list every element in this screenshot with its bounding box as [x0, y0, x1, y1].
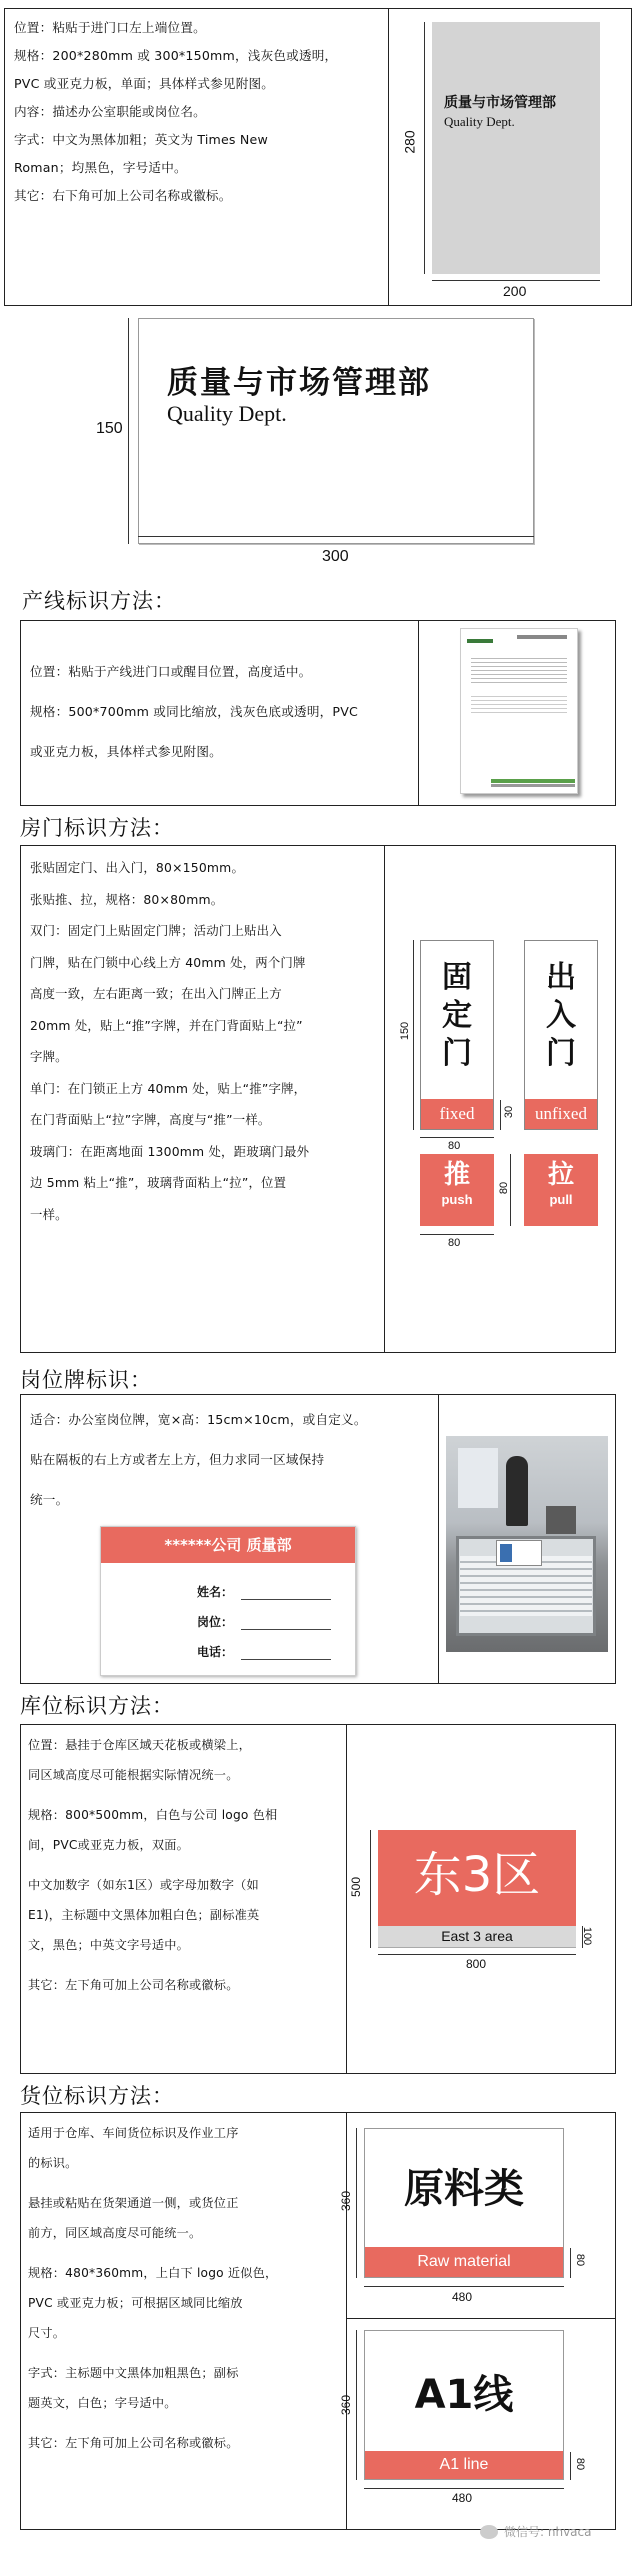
dim-line [364, 2286, 564, 2287]
fixed-char: 门 [442, 1036, 472, 1071]
push-sign [420, 1154, 494, 1226]
dim-label: 480 [452, 2290, 473, 2304]
warehouse-text [28, 1730, 344, 2000]
dim-line [356, 2128, 357, 2278]
cargo-sign-raw-cn: 原料类 [404, 2166, 524, 2212]
dim-line [420, 1137, 494, 1138]
dim-label: 150 [399, 1021, 412, 1041]
fixed-door-sign [420, 940, 494, 1130]
dim-line [356, 2330, 357, 2480]
cargo-sign-raw-en: Raw material [365, 2247, 563, 2277]
office-line: 位置：粘贴于进门口左上端位置。 [14, 20, 206, 35]
warehouse-line: 位置：悬挂于仓库区域天花板或横梁上， [28, 1738, 251, 1752]
warehouse-line: 中文加数字（如东1区）或字母加数字（如 [28, 1878, 259, 1892]
dim-label: 480 [452, 2491, 473, 2505]
post-line: 适合：办公室岗位牌，宽×高：15cm×10cm，或自定义。 [30, 1412, 367, 1427]
fixed-char: 固 [442, 960, 472, 995]
dim-line [413, 940, 414, 1130]
exit-en: unfixed [525, 1099, 597, 1129]
cargo-line: 规格：480*360mm，上白下 logo 近似色， [28, 2266, 278, 2280]
office-line: PVC 或亚克力板，单面；具体样式参见附图。 [14, 76, 275, 91]
line-section-heading: 产线标识方法： [22, 589, 176, 613]
cargo-line: 前方，同区域高度尽可能统一。 [28, 2226, 202, 2240]
photo-window [458, 1448, 498, 1508]
post-card [100, 1526, 356, 1676]
warehouse-sign-cn: 东3区 [413, 1847, 541, 1903]
dim-label: 280 [401, 130, 418, 154]
dim-label: 360 [339, 2394, 354, 2416]
door-line: 字牌。 [30, 1049, 68, 1064]
door-line: 高度一致，左右距离一致；在出入门牌正上方 [30, 986, 282, 1001]
warehouse-line: 规格：800*500mm，白色与公司 logo 色相 [28, 1808, 278, 1822]
post-line: 统一。 [30, 1492, 69, 1507]
post-divider [438, 1394, 439, 1684]
warehouse-line: 同区域高度尽可能根据实际情况统一。 [28, 1768, 239, 1782]
dim-label: 300 [322, 548, 349, 565]
door-line: 在门背面贴上“拉”字牌，高度与“推”一样。 [30, 1112, 271, 1127]
line-line: 规格：500*700mm 或同比缩放，浅灰色底或透明，PVC [30, 704, 359, 719]
exit-char: 门 [546, 1036, 576, 1071]
post-phone-line [241, 1659, 331, 1660]
cargo-sign-a1-cn: A1线 [414, 2372, 514, 2418]
cargo-line: 适用于仓库、车间货位标识及作业工序 [28, 2126, 239, 2140]
post-post-line [241, 1629, 331, 1630]
dim-line [370, 1830, 371, 1948]
cargo-line: 字式：主标题中文黑体加粗黑色；副标 [28, 2366, 239, 2380]
line-divider [418, 620, 419, 806]
dim-line [128, 318, 129, 544]
door-divider [384, 845, 385, 1353]
line-line: 或亚克力板，具体样式参见附图。 [30, 744, 222, 759]
post-section-heading: 岗位牌标识： [20, 1368, 152, 1392]
doc-title-bar [517, 635, 567, 639]
photo-person [506, 1456, 528, 1526]
pull-sign [524, 1154, 598, 1226]
office-line: 规格：200*280mm 或 300*150mm，浅灰色或透明， [14, 48, 338, 63]
post-text [30, 1400, 438, 1520]
office-divider [388, 8, 389, 306]
doc-logo [467, 639, 493, 643]
door-line: 张贴推、拉，规格：80×80mm。 [30, 891, 224, 907]
sample-large-en: Quality Dept. [167, 401, 287, 426]
cargo-sign-raw [364, 2128, 564, 2278]
cargo-line: PVC 或亚克力板；可根据区域同比缩放 [28, 2296, 243, 2310]
office-line: 其它：右下角可加上公司名称或徽标。 [14, 188, 232, 203]
photo-badge-img [500, 1544, 512, 1562]
warehouse-line: 间，PVC或亚克力板，双面。 [28, 1838, 190, 1852]
door-line: 边 5mm 粘上“推”，玻璃背面粘上“拉”，位置 [30, 1175, 287, 1190]
dim-label: 200 [503, 283, 527, 299]
warehouse-line: 文，黑色；中英文字号适中。 [28, 1938, 190, 1952]
dim-label: 80 [498, 1181, 511, 1195]
office-text [14, 14, 384, 210]
pull-en: pull [549, 1192, 573, 1207]
exit-char: 出 [546, 960, 576, 995]
post-phone-label: 电话： [197, 1645, 234, 1659]
office-sample-large [138, 318, 534, 544]
cargo-right-divider [346, 2318, 616, 2319]
doc-text-block [471, 693, 567, 713]
cargo-sign-a1-en: A1 line [365, 2451, 563, 2479]
warehouse-sign-band [378, 1926, 576, 1948]
dim-label: 500 [349, 1876, 364, 1898]
photo-badge [496, 1540, 542, 1566]
office-line: 字式：中文为黑体加粗；英文为 Times New [14, 132, 268, 147]
wechat-icon [480, 2525, 498, 2539]
dim-line [500, 1100, 501, 1130]
dim-label: 80 [448, 1237, 461, 1249]
warehouse-divider [346, 1724, 347, 2074]
push-cn: 推 [443, 1160, 470, 1190]
cargo-divider [346, 2112, 347, 2530]
door-line: 一样。 [30, 1206, 68, 1222]
post-name-label: 姓名： [197, 1585, 234, 1599]
dim-label: 800 [466, 1957, 487, 1971]
sample-large-cn: 质量与市场管理部 [167, 365, 431, 401]
dim-line [364, 2488, 564, 2489]
exit-door-sign [524, 940, 598, 1130]
cargo-line: 其它：左下角可加上公司名称或徽标。 [28, 2436, 239, 2450]
sample-small-en: Quality Dept. [444, 114, 515, 129]
office-line: Roman；均黑色，字号适中。 [14, 160, 187, 175]
photo-chair [546, 1506, 576, 1534]
push-en: push [441, 1192, 473, 1207]
pull-cn: 拉 [547, 1160, 574, 1190]
cargo-line: 尺寸。 [28, 2326, 66, 2340]
door-section-heading: 房门标识方法： [20, 816, 174, 840]
warehouse-line: 其它：左下角可加上公司名称或徽标。 [28, 1978, 239, 1992]
office-sample-small [432, 22, 600, 274]
door-text [30, 852, 382, 1230]
post-post-label: 岗位： [197, 1615, 234, 1629]
dim-line [420, 1234, 494, 1235]
door-line: 双门：固定门上贴固定门牌；活动门上贴出入 [30, 923, 282, 938]
dim-line [510, 1154, 511, 1226]
fixed-en: fixed [421, 1099, 493, 1129]
line-line: 位置：粘贴于产线进门口或醒目位置，高度适中。 [30, 664, 312, 679]
cargo-line: 的标识。 [28, 2156, 78, 2170]
warehouse-sign [378, 1830, 576, 1926]
dim-line [378, 1954, 576, 1955]
sample-small-cn: 质量与市场管理部 [444, 95, 556, 111]
dim-line [432, 280, 600, 281]
warehouse-section-heading: 库位标识方法： [20, 1694, 174, 1718]
dim-label: 80 [448, 1140, 461, 1152]
door-line: 张贴固定门、出入门，80×150mm。 [30, 860, 245, 875]
dim-line [570, 2452, 571, 2480]
post-name-line [241, 1599, 331, 1600]
dim-label: 360 [339, 2190, 354, 2212]
dim-label: 100 [581, 1926, 594, 1946]
warehouse-sign-en: East 3 area [441, 1928, 513, 1944]
office-line: 内容：描述办公室职能或岗位名。 [14, 104, 206, 119]
post-line: 贴在隔板的右上方或者左上方，但力求同一区域保持 [30, 1452, 325, 1467]
dim-label: 80 [574, 2457, 587, 2471]
door-line: 20mm 处，贴上“推”字牌，并在门背面贴上“拉” [30, 1017, 303, 1033]
cargo-line: 悬挂或粘贴在货架通道一侧，或货位正 [28, 2196, 239, 2210]
dim-label: 80 [574, 2253, 587, 2267]
line-text [30, 652, 415, 772]
line-doc-thumbnail [460, 628, 578, 794]
dim-line [570, 2248, 571, 2278]
dim-line [138, 536, 534, 537]
doc-green-bar [491, 779, 575, 783]
door-line: 玻璃门：在距离地面 1300mm 处，距玻璃门最外 [30, 1143, 310, 1159]
door-line: 单门：在门锁正上方 40mm 处，贴上“推”字牌， [30, 1080, 307, 1096]
exit-char: 入 [546, 998, 576, 1033]
dim-label: 150 [96, 420, 123, 437]
dim-line [424, 22, 425, 274]
cargo-section-heading: 货位标识方法： [20, 2084, 174, 2108]
watermark-text: 微信号: nhvaca [504, 2525, 592, 2539]
cargo-sign-a1 [364, 2330, 564, 2480]
office-photo [446, 1436, 608, 1652]
doc-gray-bar [491, 784, 575, 787]
post-card-header: ******公司 质量部 [101, 1527, 355, 1563]
doc-text-block [471, 655, 567, 685]
door-line: 门牌，贴在门锁中心线上方 40mm 处，两个门牌 [30, 954, 306, 970]
cargo-line: 题英文，白色；字号适中。 [28, 2396, 177, 2410]
fixed-char: 定 [442, 998, 472, 1033]
warehouse-line: E1)，主标题中文黑体加粗白色；副标准英 [28, 1908, 260, 1922]
cargo-text [28, 2118, 344, 2458]
dim-label: 30 [503, 1105, 516, 1119]
